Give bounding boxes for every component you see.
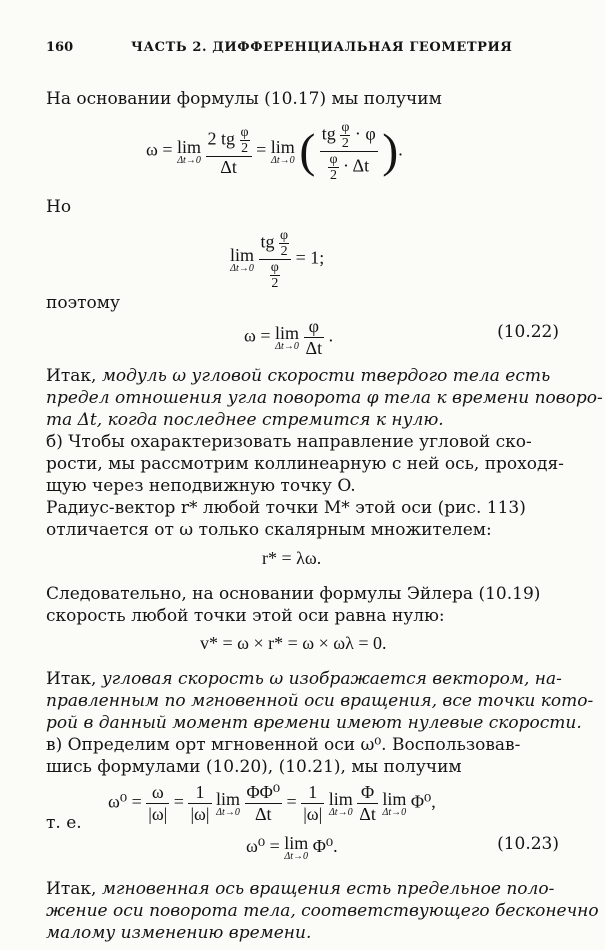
text-line: б) Чтобы охарактеризовать направление угловой ско- bbox=[46, 432, 532, 452]
text-line: т. е. bbox=[46, 813, 82, 833]
text-line: поэтому bbox=[46, 293, 120, 313]
text-line: малому изменению времени. bbox=[46, 923, 312, 943]
text-line: рости, мы рассмотрим коллинеарную с ней ось, проходя- bbox=[46, 454, 564, 474]
formula-velocity-zero: v* = ω × r* = ω × ωλ = 0. bbox=[200, 633, 387, 653]
text-line: шись формулами (10.20), (10.21), мы получим bbox=[46, 757, 462, 777]
formula-unit-vector: ω⁰ = $\frac{\omega}{|\omega|}$ = $\frac{1}{|\omega|}$ lim Δt→0 $\frac{\text{ΦΦ⁰}}{\Delta t}$ = $\frac{1}{|\omega|}$ lim Δt→0 $\frac{\Phi}{\Delta t}$ lim Δt→0 Φ⁰, bbox=[108, 782, 436, 824]
text-line: рой в данный момент времени имеют нулевые скорости. bbox=[46, 713, 582, 733]
text-line: предел отношения угла поворота φ тела к времени поворо- bbox=[46, 388, 603, 408]
page-header bbox=[46, 40, 557, 60]
formula-omega-limit: ω = lim Δt→0 2 tg $\frac{\varphi}{2}$ Δt = lim Δt→0 ( tg $\frac{\varphi}{2}$ · φ $\frac{\varphi}{2}$ · Δt ). bbox=[146, 120, 403, 183]
fraction: tg $\frac{\varphi}{2}$ · φ $\frac{\varphi}{2}$ · Δt bbox=[321, 120, 376, 183]
formula-r-lambda: r* = λω. bbox=[262, 548, 322, 568]
text-line: скорость любой точки этой оси равна нулю: bbox=[46, 606, 445, 626]
text-line: Итак, мгновенная ось вращения есть предельное поло- bbox=[46, 879, 555, 899]
lim-operator: lim Δt→0 bbox=[177, 136, 202, 166]
formula-10-23: ω⁰ = lim Δt→0 Φ⁰. bbox=[246, 833, 338, 862]
text-line: правленным по мгновенной оси вращения, все точки кото- bbox=[46, 691, 594, 711]
equation-number: (10.22) bbox=[497, 322, 559, 342]
page-number: 160 bbox=[46, 40, 74, 55]
text-line: щую через неподвижную точку O. bbox=[46, 476, 356, 496]
text-line: в) Определим орт мгновенной оси ω⁰. Воспользовав- bbox=[46, 735, 521, 755]
text-line: Итак, модуль ω угловой скорости твердого тела есть bbox=[46, 366, 551, 386]
text-line: Но bbox=[46, 197, 72, 217]
text-line: Радиус-вектор r* любой точки M* этой оси (рис. 113) bbox=[46, 498, 526, 518]
text-line: Следовательно, на основании формулы Эйлера (10.19) bbox=[46, 584, 541, 604]
text-line: жение оси поворота тела, соответствующего бесконечно bbox=[46, 901, 599, 921]
formula-tg-limit: lim Δt→0 tg $\frac{\varphi}{2}$ $\frac{\varphi}{2}$ = 1; bbox=[230, 228, 325, 291]
fraction: 2 tg $\frac{\varphi}{2}$ Δt bbox=[206, 125, 252, 178]
running-title: ЧАСТЬ 2. ДИФФЕРЕНЦИАЛЬНАЯ ГЕОМЕТРИЯ bbox=[131, 40, 513, 55]
text-line: На основании формулы (10.17) мы получим bbox=[46, 89, 442, 109]
text-line: та Δt, когда последнее стремится к нулю. bbox=[46, 410, 444, 430]
text-line: отличается от ω только скалярным множителем: bbox=[46, 520, 492, 540]
text-line: Итак, угловая скорость ω изображается вектором, на- bbox=[46, 669, 562, 689]
equation-number: (10.23) bbox=[497, 834, 559, 854]
formula-10-22: ω = lim Δt→0 $\frac{\varphi}{\Delta t}$ . bbox=[244, 316, 334, 358]
